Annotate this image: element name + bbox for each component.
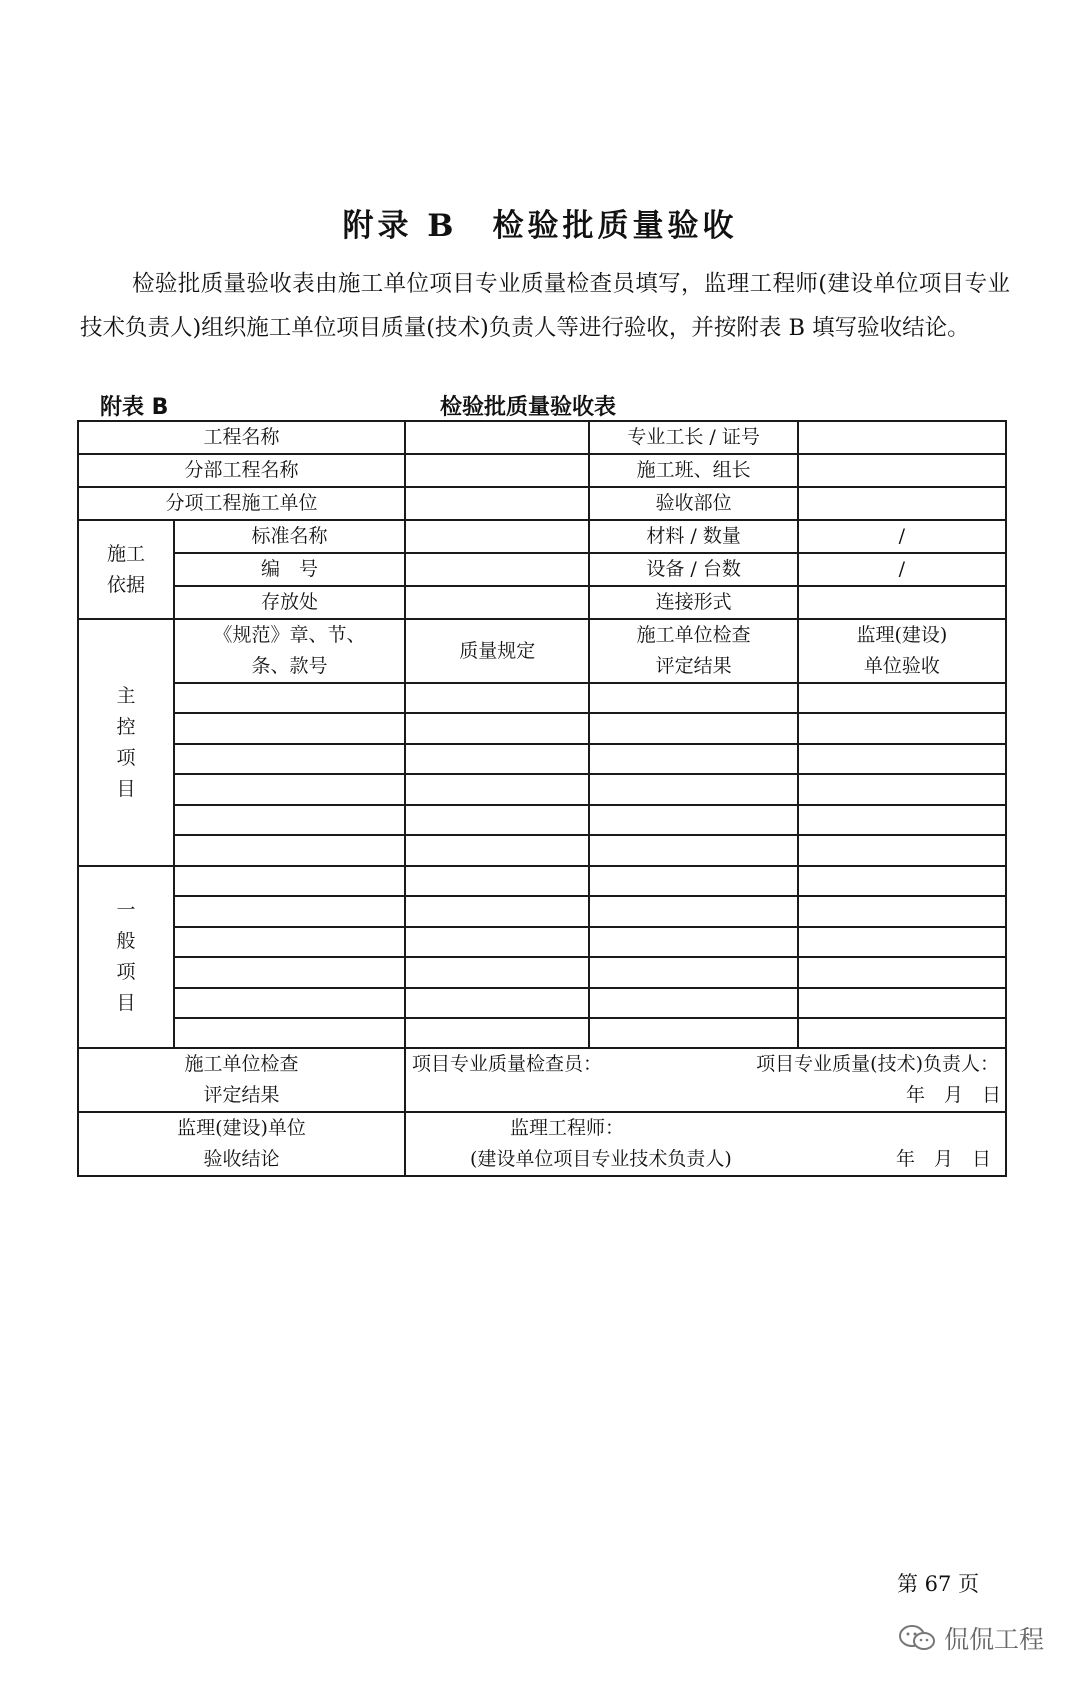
table-cell[interactable] [589, 927, 797, 957]
table-cell[interactable] [798, 835, 1006, 866]
date-label: 年 月 日 [905, 1084, 1001, 1106]
table-caption-left: 附表 B [100, 395, 169, 420]
table-cell[interactable] [174, 957, 405, 988]
table-cell[interactable] [798, 1018, 1006, 1048]
label-material-qty: 材料 / 数量 [589, 520, 797, 553]
table-cell[interactable] [589, 805, 797, 835]
contractor-signature-block[interactable] [405, 1048, 1006, 1112]
table-row [78, 988, 1006, 1018]
material-qty-value[interactable]: / [798, 520, 1006, 553]
label-main-control-items: 主 控 项 目 [78, 619, 174, 866]
table-cell[interactable] [589, 866, 797, 896]
table-cell[interactable] [798, 896, 1006, 927]
wechat-icon [898, 1624, 938, 1652]
table-row [78, 866, 1006, 896]
label-standard-name: 标准名称 [174, 520, 405, 553]
table-row [78, 774, 1006, 805]
table-cell[interactable] [798, 927, 1006, 957]
label-connection: 连接形式 [589, 586, 797, 619]
label-equipment-qty: 设备 / 台数 [589, 553, 797, 586]
table-cell[interactable] [589, 957, 797, 988]
page-number: 第 67 页 [897, 1572, 980, 1596]
table-cell[interactable] [589, 835, 797, 866]
table-cell[interactable] [589, 713, 797, 744]
intro-paragraph: 检验批质量验收表由施工单位项目专业质量检查员填写，监理工程师(建设单位项目专业技术负责人)组织施工单位项目质量(技术)负责人等进行验收，并按附表 B 填写验收结论。 [80, 271, 1010, 341]
table-cell[interactable] [174, 713, 405, 744]
table-row [78, 805, 1006, 835]
table-cell[interactable] [589, 774, 797, 805]
table-row [78, 586, 1006, 619]
label-serial-no: 编 号 [174, 553, 405, 586]
table-row [78, 619, 1006, 683]
table-cell[interactable] [798, 957, 1006, 988]
watermark [898, 1620, 1044, 1656]
tech-lead-label: 项目专业质量(技术)负责人： [756, 1053, 999, 1075]
table-row [78, 487, 1006, 520]
table-cell[interactable] [405, 957, 590, 988]
table-cell[interactable] [174, 988, 405, 1018]
label-sub-project: 分部工程名称 [78, 454, 405, 487]
label-inspection-part: 验收部位 [589, 487, 797, 520]
label-storage: 存放处 [174, 586, 405, 619]
table-cell[interactable] [405, 988, 590, 1018]
sub-project-value[interactable] [405, 454, 590, 487]
table-cell[interactable] [589, 683, 797, 713]
appendix-title: 附录 B 检验批质量验收 [342, 208, 738, 244]
table-cell[interactable] [405, 805, 590, 835]
label-team-leader: 施工班、组长 [589, 454, 797, 487]
table-cell[interactable] [174, 835, 405, 866]
table-cell[interactable] [405, 713, 590, 744]
table-row [78, 683, 1006, 713]
inspection-form-table [77, 420, 1007, 1177]
table-cell[interactable] [405, 896, 590, 927]
table-cell[interactable] [174, 1018, 405, 1048]
standard-name-value[interactable] [405, 520, 590, 553]
table-row [78, 553, 1006, 586]
header-supervisor-acceptance: 监理(建设) 单位验收 [798, 619, 1006, 683]
table-cell[interactable] [589, 988, 797, 1018]
inspector-label: 项目专业质量检查员： [411, 1053, 602, 1075]
project-name-value[interactable] [405, 421, 590, 454]
table-cell[interactable] [798, 774, 1006, 805]
table-row [78, 1018, 1006, 1048]
supervisor-signature-block[interactable] [405, 1112, 1006, 1176]
table-cell[interactable] [798, 713, 1006, 744]
label-contractor-result: 施工单位检查 评定结果 [78, 1048, 405, 1112]
table-cell[interactable] [405, 835, 590, 866]
table-row [78, 896, 1006, 927]
table-row [78, 454, 1006, 487]
table-row [78, 1112, 1006, 1176]
label-supervisor-conclusion: 监理(建设)单位 验收结论 [78, 1112, 405, 1176]
connection-value[interactable] [798, 586, 1006, 619]
storage-value[interactable] [405, 586, 590, 619]
table-cell[interactable] [174, 927, 405, 957]
table-caption-title: 检验批质量验收表 [440, 395, 617, 420]
table-cell[interactable] [174, 896, 405, 927]
equipment-qty-value[interactable]: / [798, 553, 1006, 586]
table-row [78, 421, 1006, 454]
label-general-items: 一 般 项 目 [78, 866, 174, 1048]
owner-rep-label: (建设单位项目专业技术负责人) [469, 1148, 732, 1170]
table-cell[interactable] [174, 866, 405, 896]
table-row [78, 835, 1006, 866]
table-cell[interactable] [174, 744, 405, 774]
table-cell[interactable] [798, 866, 1006, 896]
table-cell[interactable] [405, 1018, 590, 1048]
header-contractor-result: 施工单位检查 评定结果 [589, 619, 797, 683]
supervisor-label: 监理工程师： [509, 1117, 624, 1139]
table-row [78, 713, 1006, 744]
label-sub-item-unit: 分项工程施工单位 [78, 487, 405, 520]
table-cell[interactable] [589, 1018, 797, 1048]
table-cell[interactable] [405, 927, 590, 957]
table-cell[interactable] [798, 988, 1006, 1018]
label-project-name: 工程名称 [78, 421, 405, 454]
foreman-value[interactable] [798, 421, 1006, 454]
table-row [78, 744, 1006, 774]
table-cell[interactable] [798, 805, 1006, 835]
table-row [78, 520, 1006, 553]
table-row [78, 1048, 1006, 1112]
sub-item-unit-value[interactable] [405, 487, 590, 520]
table-cell[interactable] [174, 683, 405, 713]
label-construction-basis: 施工 依据 [78, 520, 174, 619]
table-cell[interactable] [798, 683, 1006, 713]
table-row [78, 957, 1006, 988]
label-foreman: 专业工长 / 证号 [589, 421, 797, 454]
table-cell[interactable] [174, 805, 405, 835]
table-cell[interactable] [589, 896, 797, 927]
serial-no-value[interactable] [405, 553, 590, 586]
inspection-part-value[interactable] [798, 487, 1006, 520]
header-clause: 《规范》章、节、 条、款号 [174, 619, 405, 683]
table-cell[interactable] [589, 744, 797, 774]
header-quality: 质量规定 [405, 619, 590, 683]
table-cell[interactable] [405, 774, 590, 805]
table-cell[interactable] [405, 744, 590, 774]
table-cell[interactable] [405, 683, 590, 713]
date-label: 年 月 日 [895, 1148, 991, 1170]
watermark-text: 侃侃工程 [944, 1625, 1045, 1654]
team-leader-value[interactable] [798, 454, 1006, 487]
table-cell[interactable] [174, 774, 405, 805]
table-cell[interactable] [798, 744, 1006, 774]
table-cell[interactable] [405, 866, 590, 896]
table-row [78, 927, 1006, 957]
